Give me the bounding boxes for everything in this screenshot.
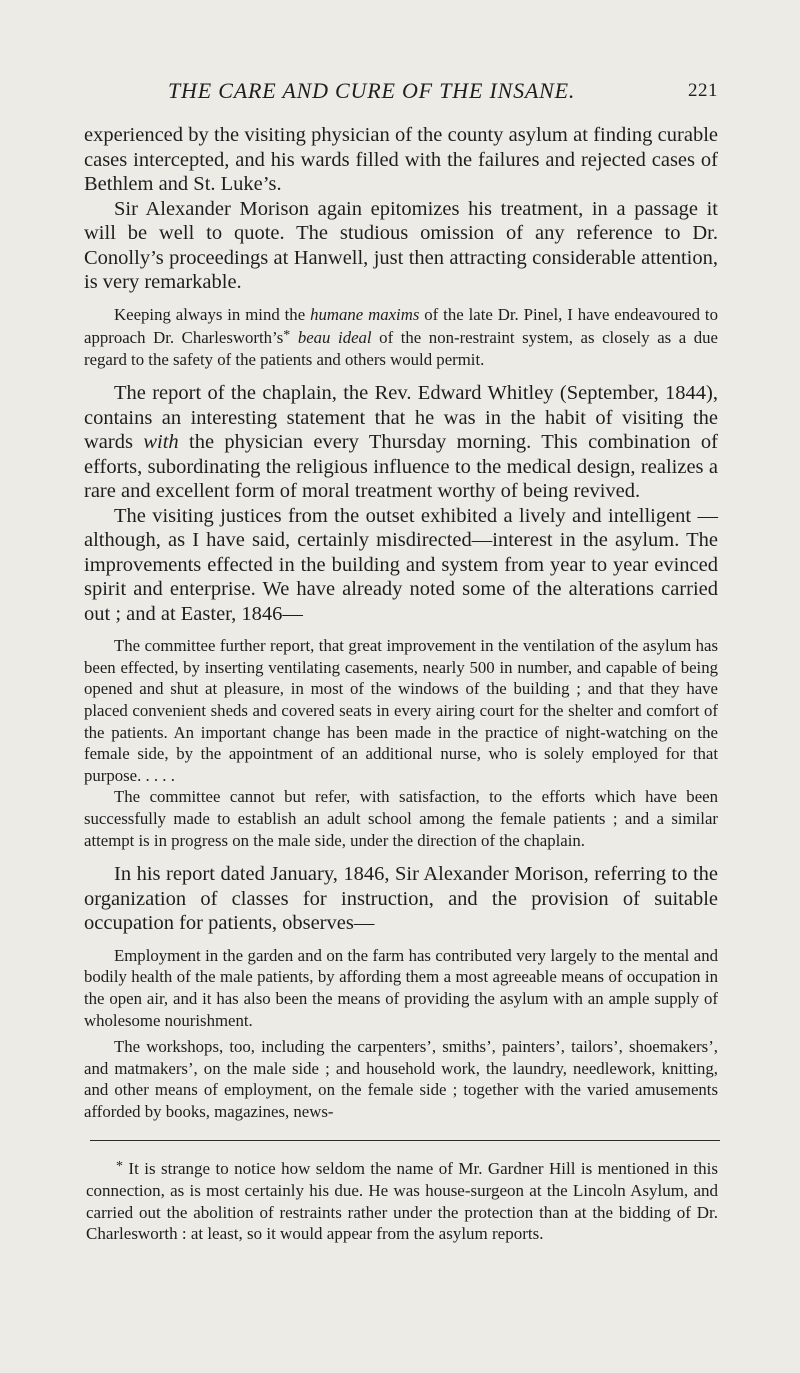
footnote-divider	[90, 1140, 720, 1141]
page-header	[84, 78, 718, 108]
paragraph-visiting-justices: The visiting justices from the outset exhibited a lively and intelligent —although, as I have said, certainly misdirected—interest in the asylum. The improvements effected in the building and system from year to year evinced spirit and enterprise. We have already noted some of the alterations carried out ; and at Easter, 1846—	[84, 504, 718, 625]
emphasis-beau-ideal: beau ideal	[297, 328, 372, 348]
block-quote-workshops: The workshops, too, including the carpenters’, smiths’, painters’, tailors’, shoemakers’, and matmakers’, on the male side ; and household work, the laundry, needlework, knitting, and other means of employment, on the female side ; together with the varied amusements afforded by books, magazines, news-	[84, 1037, 718, 1121]
paragraph-continued: experienced by the visiting physician of the county asylum at finding curable cases intercepted, and his wards filled with the failures and rejected cases of Bethlem and St. Luke’s.	[84, 124, 718, 195]
footnote-marker: *	[116, 1159, 123, 1174]
paragraph-chaplain-report: The report of the chaplain, the Rev. Edward Whitley (September, 1844), contains an interesting statement that he was in the habit of visiting the wards with the physician every Thursday morning. This combination of efforts, subordinating the religious influence to the medical design, realizes a rare and excellent form of moral treatment worthy of being revived.	[84, 382, 718, 503]
paragraph-morison-report-1846: In his report dated January, 1846, Sir Alexander Morison, referring to the organization of classes for instruction, and the provision of suitable occupation for patients, observes—	[84, 863, 718, 935]
emphasis-with: with	[143, 431, 179, 454]
paragraph-morison-epitome: Sir Alexander Morison again epitomizes his treatment, in a passage it will be well to quote. The studious omission of any reference to Dr. Conolly’s proceedings at Hanwell, just then attracting considerable attention, is very remarkable.	[84, 197, 718, 293]
block-quote-committee-school: The committee cannot but refer, with satisfaction, to the efforts which have been successfully made to establish an adult school among the female patients ; and a similar attempt is in progress on the male side, under the direction of the chaplain.	[84, 787, 718, 850]
footnote	[86, 1156, 718, 1245]
block-quote-morison: Keeping always in mind the humane maxims of the late Dr. Pinel, I have endeavoured to approach Dr. Charlesworth’s* beau ideal of the non-restraint system, as closely as a due regard to the safety of the patients and others would permit.	[84, 304, 719, 369]
page-body	[84, 123, 718, 1122]
block-quote-committee-ventilation: The committee further report, that great improvement in the ventilation of the asylum has been effected, by inserting ventilating casements, nearly 500 in number, and capable of being opened and shut at pleasure, in most of the windows of the building ; and that they have placed convenient sheds and covered seats in every airing court for the shelter and comfort of the patients. An important change has been made in the practice of night-watching on the female side, by the appointment of an additional nurse, who is solely employed for that purpose. . . . .	[84, 636, 718, 785]
footnote-text: * It is strange to notice how seldom the name of Mr. Gardner Hill is mentioned in this connection, as is most certainly his due. He was house-surgeon at the Lincoln Asylum, and carried out the abolition of restraints rather under the protection than at the bidding of Dr. Charlesworth : at least, so it would appear from the asylum reports.	[86, 1159, 718, 1244]
page-number: 221	[688, 80, 718, 101]
emphasis-humane-maxims: humane maxims	[310, 304, 420, 324]
running-title: THE CARE AND CURE OF THE INSANE.	[168, 78, 576, 103]
block-quote-employment: Employment in the garden and on the farm has contributed very largely to the mental and bodily health of the male patients, by affording them a most agreeable means of occupation in the open air, and it has also been the means of providing the asylum with an ample supply of wholesome nourishment.	[84, 945, 718, 1030]
footnote-marker: *	[283, 328, 291, 344]
